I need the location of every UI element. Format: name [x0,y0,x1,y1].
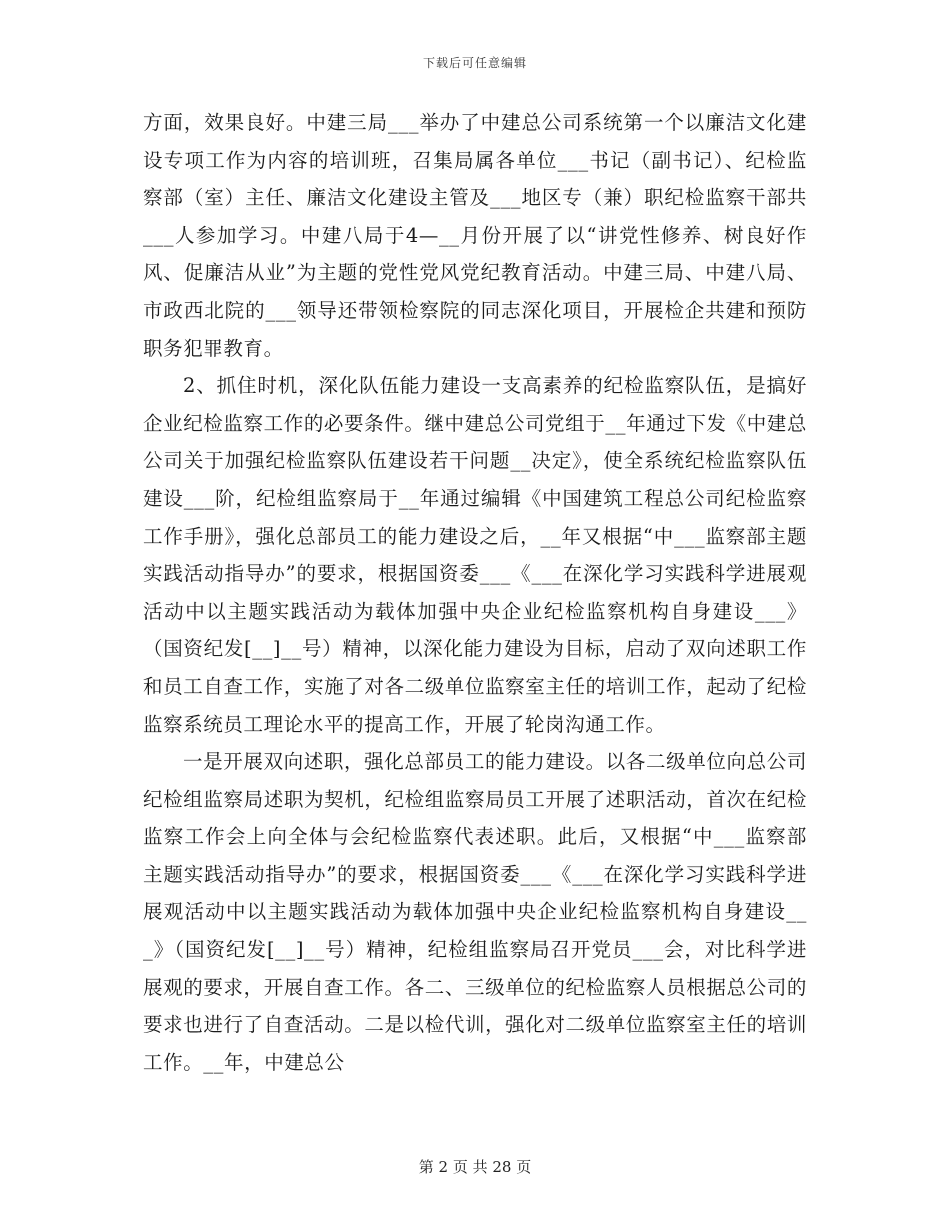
page-number-footer: 第 2 页 共 28 页 [418,1158,532,1176]
page-header: 下载后可任意编辑 [422,56,527,70]
paragraph-2: 2、抓住时机，深化队伍能力建设一支高素养的纪检监察队伍，是搞好企业纪检监察工作的必要条件。继中建总公司党组于__年通过下发《中建总公司关于加强纪检监察队伍建设若干问题__决定》，使全系统纪检监察队伍建设___阶，纪检组监察局于__年通过编辑《中国建筑工程总公司纪检监察工作手册》，强化总部员工的能力建设之后，__年又根据“中___监察部主题实践活动指导办”的要求，根据国资委___《___在深化学习实践科学进展观活动中以主题实践活动为载体加强中央企业纪检监察机构自身建设___》（国资纪发[__]__号）精神，以深化能力建设为目标，启动了双向述职工作和员工自查工作，实施了对各二级单位监察室主任的培训工作，起动了纪检监察系统员工理论水平的提高工作，开展了轮岗沟通工作。 [143,374,807,736]
paragraph-3: 一是开展双向述职，强化总部员工的能力建设。以各二级单位向总公司纪检组监察局述职为契机，纪检组监察局员工开展了述职活动，首次在纪检监察工作会上向全体与会纪检监察代表述职。此后，又根据“中___监察部主题实践活动指导办”的要求，根据国资委___《___在深化学习实践科学进展观活动中以主题实践活动为载体加强中央企业纪检监察机构自身建设___》（国资纪发[__]__号）精神，纪检组监察局召开党员___会，对比科学进展观的要求，开展自查工作。各二、三级单位的纪检监察人员根据总公司的要求也进行了自查活动。二是以检代训，强化对二级单位监察室主任的培训工作。__年，中建总公 [143,750,807,1074]
paragraph-1: 方面，效果良好。中建三局___举办了中建总公司系统第一个以廉洁文化建设专项工作为内容的培训班，召集局属各单位___书记（副书记）、纪检监察部（室）主任、廉洁文化建设主管及___地区专（兼）职纪检监察干部共___人参加学习。中建八局于4—__月份开展了以“讲党性修养、树良好作风、促廉洁从业”为主题的党性党风党纪教育活动。中建三局、中建八局、市政西北院的___领导还带领检察院的同志深化项目，开展检企共建和预防职务犯罪教育。 [143,111,807,360]
document-body [143,104,807,1081]
